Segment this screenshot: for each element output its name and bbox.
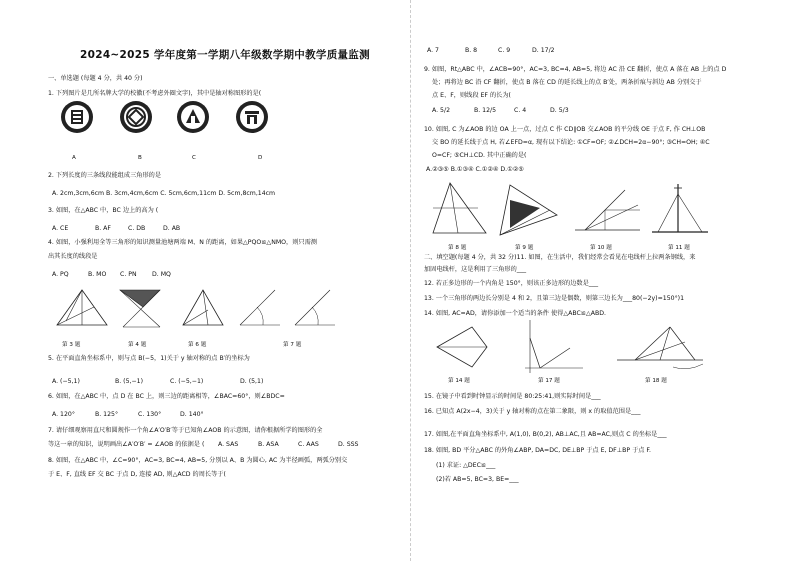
question-7-line-2: 等这一章的知识，说明画出∠A′O′B′ = ∠AOB 的依据是 ( (48, 441, 205, 448)
caption-q6: 第 6 题 (188, 342, 207, 348)
question-10-line-3: O=CF; ⑤CH⊥CD. 其中正确的是( (432, 152, 527, 159)
question-12: 12. 若正多边形的一个内角是 150°，则该正多边形的边数是___ (424, 280, 599, 287)
figure-q8 (428, 178, 490, 240)
question-8-line-2: 于 E、F, 直线 EF 交 BC 于点 D, 连接 AD, 则△ACD 的周长等于( (48, 471, 226, 478)
q8-option-a: A. 7 (427, 47, 439, 54)
logo-label-c: C (192, 155, 196, 161)
question-18-part-2: (2)若 AB=5, BC=3, BE=___ (436, 476, 519, 483)
question-5: 5. 在平面直角坐标系中，则与点 B(−5，1)关于 y 轴对称的点 B′的坐标为 (48, 355, 250, 362)
logo-label-a: A (72, 155, 76, 161)
question-15: 15. 在镜子中看到时钟显示的时间是 80:25:41,则实际时间是___ (424, 393, 601, 400)
q9-option-a: A. 5/2 (432, 107, 451, 114)
figure-q4 (115, 285, 170, 330)
q6-option-c: C. 130° (138, 411, 162, 418)
figure-q6 (178, 285, 228, 330)
caption-q9: 第 9 题 (515, 245, 534, 251)
question-9-line-1: 9. 如图，Rt△ABC 中，∠ACB=90°，AC=3, BC=4, AB=5, 将边 AC 沿 CE 翻折，使点 A 落在 AB 上的点 D (424, 66, 727, 73)
logo-label-b: B (138, 155, 142, 161)
q8-option-c: C. 9 (498, 47, 511, 54)
question-10-line-1: 10. 如图, C 为∠AOB 的边 OA 上一点，过点 C 作 CD∥OB 交∠AOB 的平分线 OE 于点 F, 作 CH⊥OB (424, 126, 706, 133)
q10-options: A.②③⑤ B.①③④ C.①②④ D.①②⑤ (426, 166, 524, 173)
q5-option-d: D. (5,1) (240, 378, 264, 385)
figure-q11 (650, 182, 710, 240)
q9-option-b: B. 12/5 (474, 107, 497, 114)
question-3: 3. 如图，在△ABC 中，BC 边上的高为 ( (48, 207, 159, 214)
question-8-line-1: 8. 如图，在△ABC 中，∠C=90°，AC=3, BC=4, AB=5, 分别以 A、B 为圆心, AC 为半径画弧，两弧分别交 (48, 457, 348, 464)
question-4-line-1: 4. 如图，小强利用全等三角形的知识测量池塘两端 M、N 的距离，如果△PQO≌△NMO，则只需测 (48, 239, 317, 246)
question-18-part-1: (1) 求证: △DEC≌___ (436, 462, 496, 469)
column-divider (410, 0, 411, 561)
q7-option-d: D. SSS (338, 441, 359, 448)
caption-q17: 第 17 题 (538, 378, 560, 384)
q5-option-a: A. (−5,1) (52, 378, 80, 385)
question-2-options: A. 2cm,3cm,6cm B. 3cm,4cm,6cm C. 5cm,6cm,11cm D. 5cm,8cm,14cm (52, 190, 276, 197)
question-1: 1. 下列图片是几所名牌大学的校徽(不考虑外圈文字)，其中是轴对称图形的是( (48, 90, 262, 97)
figure-q18 (615, 322, 705, 372)
q8-option-d: D. 17/2 (532, 47, 555, 54)
logo-b-icon (119, 100, 153, 134)
q3-option-b: B. AF (95, 225, 111, 232)
question-9-line-2: 处；再将边 BC 沿 CF 翻折，使点 B 落在 CD 的延长线上的点 B′处，两条折痕与斜边 AB 分别交于 (432, 79, 702, 86)
q7-option-c: C. AAS (298, 441, 319, 448)
q8-option-b: B. 8 (465, 47, 478, 54)
caption-q8: 第 8 题 (448, 245, 467, 251)
q4-option-b: B. MO (88, 271, 107, 278)
q3-option-a: A. CE (52, 225, 69, 232)
logo-label-d: D (258, 155, 263, 161)
q3-option-d: D. AB (163, 225, 181, 232)
figure-q14 (432, 322, 492, 370)
caption-q11: 第 11 题 (668, 245, 690, 251)
figure-q3 (52, 285, 112, 330)
question-17: 17. 如图,在平面直角坐标系中, A(1,0), B(0,2), AB⊥AC,且 AB=AC,则点 C 的坐标是___ (424, 431, 667, 438)
q9-option-c: C. 4 (514, 107, 527, 114)
q5-option-b: B. (5,−1) (115, 378, 144, 385)
q4-option-c: C. PN (120, 271, 137, 278)
q7-option-a: A. SAS (218, 441, 239, 448)
question-6: 6. 如图，在△ABC 中，点 D 在 BC 上，则三边的距离相等，∠BAC=60°，则∠BDC= (48, 393, 285, 400)
q4-option-a: A. PQ (52, 271, 69, 278)
caption-q4: 第 4 题 (128, 342, 147, 348)
question-4-line-2: 出其长度的线段是 (48, 253, 98, 260)
logo-c-icon (176, 100, 210, 134)
q3-option-c: C. DB (128, 225, 146, 232)
q6-option-b: B. 125° (95, 411, 119, 418)
section-2-line-2: 加固电线杆，这是利用了三角形的___ (424, 266, 527, 273)
q9-option-d: D. 5/3 (550, 107, 569, 114)
figure-q7 (235, 285, 345, 330)
q7-option-b: B. ASA (258, 441, 279, 448)
question-7-line-1: 7. 请仔细观察用直尺和圆规作一个角∠A′O′B′等于已知角∠AOB 的示意图，请你根据所学的图形的全 (48, 427, 323, 434)
logo-d-icon (235, 100, 269, 134)
q4-option-d: D. MQ (152, 271, 171, 278)
section-1-heading: 一、单选题 (每题 4 分，共 40 分) (48, 75, 143, 82)
question-18: 18. 如图, BD 平分△ABC 的外角∠ABP, DA=DC, DE⊥BP 于点 E, DF⊥BP 于点 F. (424, 447, 651, 454)
caption-q3: 第 3 题 (62, 342, 81, 348)
caption-q10: 第 10 题 (590, 245, 612, 251)
question-9-line-3: 点 E、F，则线段 EF 的长为( (432, 92, 511, 99)
q5-option-c: C. (−5,−1) (170, 378, 204, 385)
question-16: 16. 已知点 A(2x−4，3)关于 y 轴对称的点在第二象限，则 x 的取值范围是___ (424, 408, 641, 415)
section-2-line-1: 二、填空题(每题 4 分，共 32 分)11. 如图，在生活中，我们经常会看见在电线杆上拉两条钢线，来 (424, 254, 696, 261)
figure-q10 (570, 185, 642, 240)
question-2: 2. 下列长度的三条线段能组成三角形的是 (48, 172, 162, 179)
logo-a-icon (60, 100, 94, 134)
question-10-line-2: 交 BO 的延长线于点 H, 若∠EFD=α, 现有以下结论: ①CF=OF; ②∠DCH=2α−90°; ③CH=OH; ④C (432, 139, 710, 146)
page-title: 2024~2025 学年度第一学期八年级数学期中教学质量监测 (80, 49, 370, 61)
figure-q17 (515, 318, 585, 373)
question-14: 14. 如图, AC=AD，请你添加一个适当的条件 使得△ABC≌△ABD. (424, 310, 606, 317)
q6-option-a: A. 120° (52, 411, 75, 418)
caption-q14: 第 14 题 (448, 378, 470, 384)
figure-q9 (495, 180, 563, 240)
q6-option-d: D. 140° (180, 411, 204, 418)
caption-q7: 第 7 题 (283, 342, 302, 348)
question-13: 13. 一个三角形的两边长分别是 4 和 2，且第三边是偶数，则第三边长为___80(−2y)=150°)1 (424, 295, 685, 302)
caption-q18: 第 18 题 (645, 378, 667, 384)
